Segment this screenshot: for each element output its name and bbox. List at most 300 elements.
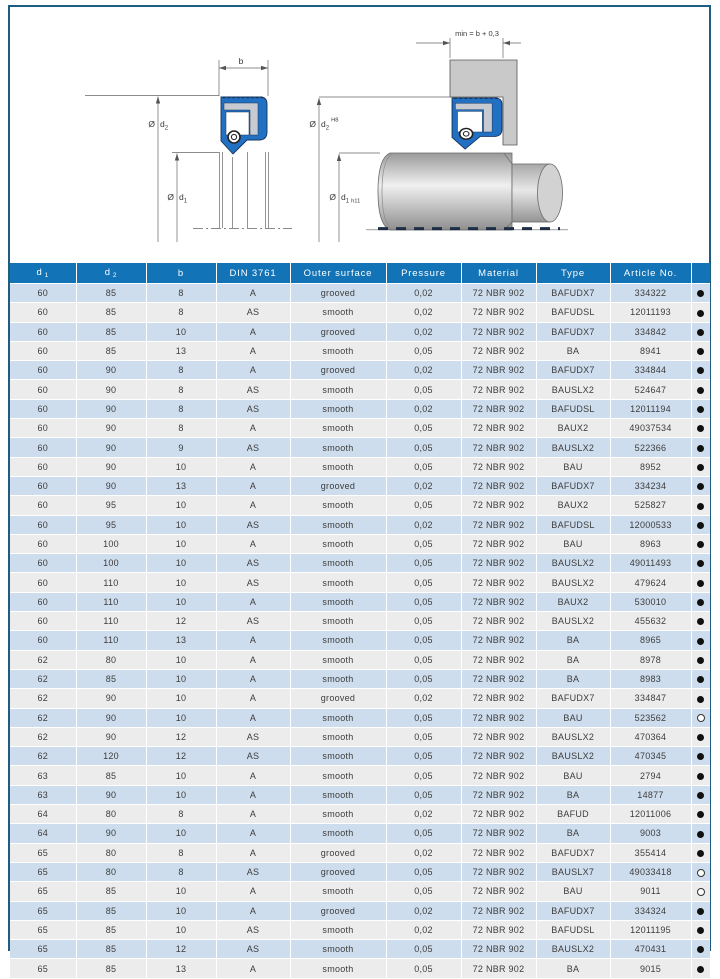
availability-cell bbox=[691, 534, 710, 553]
table-cell: 10 bbox=[146, 573, 216, 592]
table-cell: AS bbox=[216, 554, 290, 573]
table-cell: smooth bbox=[290, 554, 386, 573]
table-cell: 90 bbox=[76, 824, 146, 843]
table-cell: BAU bbox=[536, 534, 610, 553]
table-row bbox=[10, 689, 710, 708]
table-cell: 72 NBR 902 bbox=[461, 341, 536, 360]
table-cell: 0,02 bbox=[386, 689, 461, 708]
table-cell: 10 bbox=[146, 650, 216, 669]
table-cell: 8965 bbox=[610, 631, 691, 650]
table-row bbox=[10, 534, 710, 553]
table-row bbox=[10, 650, 710, 669]
table-cell: 72 NBR 902 bbox=[461, 592, 536, 611]
table-cell: 8 bbox=[146, 843, 216, 862]
table-cell: smooth bbox=[290, 940, 386, 959]
table-cell: 10 bbox=[146, 766, 216, 785]
table-row bbox=[10, 669, 710, 688]
table-cell: 0,05 bbox=[386, 554, 461, 573]
table-cell: 522366 bbox=[610, 438, 691, 457]
table-cell: smooth bbox=[290, 920, 386, 939]
column-header: b bbox=[146, 263, 216, 284]
table-cell: smooth bbox=[290, 669, 386, 688]
table-cell: BA bbox=[536, 341, 610, 360]
table-cell: 8 bbox=[146, 419, 216, 438]
table-cell: 0,05 bbox=[386, 612, 461, 631]
table-cell: 60 bbox=[10, 399, 76, 418]
table-cell: 14877 bbox=[610, 785, 691, 804]
column-header: Article No. bbox=[610, 263, 691, 284]
table-cell: BA bbox=[536, 631, 610, 650]
table-row bbox=[10, 862, 710, 881]
table-cell: AS bbox=[216, 747, 290, 766]
table-row bbox=[10, 882, 710, 901]
table-row bbox=[10, 361, 710, 380]
availability-cell bbox=[691, 669, 710, 688]
table-cell: smooth bbox=[290, 592, 386, 611]
column-header: Material bbox=[461, 263, 536, 284]
table-cell: 90 bbox=[76, 419, 146, 438]
availability-cell bbox=[691, 805, 710, 824]
availability-cell bbox=[691, 689, 710, 708]
availability-cell bbox=[691, 940, 710, 959]
table-cell: 110 bbox=[76, 631, 146, 650]
table-cell: smooth bbox=[290, 631, 386, 650]
availability-cell bbox=[691, 708, 710, 727]
column-header: DIN 3761 bbox=[216, 263, 290, 284]
table-cell: 0,02 bbox=[386, 901, 461, 920]
table-cell: 60 bbox=[10, 380, 76, 399]
table-cell: 72 NBR 902 bbox=[461, 457, 536, 476]
table-cell: 12011195 bbox=[610, 920, 691, 939]
table-cell: 8 bbox=[146, 361, 216, 380]
table-cell: A bbox=[216, 959, 290, 978]
table-cell: 72 NBR 902 bbox=[461, 727, 536, 746]
table-cell: 8941 bbox=[610, 341, 691, 360]
table-cell: 12 bbox=[146, 747, 216, 766]
filled-circle-icon bbox=[697, 425, 704, 432]
table-cell: 334234 bbox=[610, 476, 691, 495]
table-cell: 0,05 bbox=[386, 727, 461, 746]
table-cell: A bbox=[216, 457, 290, 476]
table-row bbox=[10, 920, 710, 939]
table-cell: 334842 bbox=[610, 322, 691, 341]
table-cell: 72 NBR 902 bbox=[461, 399, 536, 418]
table-cell: 60 bbox=[10, 592, 76, 611]
table-cell: 65 bbox=[10, 940, 76, 959]
table-cell: 85 bbox=[76, 940, 146, 959]
table-cell: smooth bbox=[290, 805, 386, 824]
table-cell: 0,05 bbox=[386, 457, 461, 476]
table-cell: BAFUDX7 bbox=[536, 689, 610, 708]
table-cell: 0,05 bbox=[386, 380, 461, 399]
table-cell: BAUSLX2 bbox=[536, 573, 610, 592]
table-cell: 72 NBR 902 bbox=[461, 612, 536, 631]
table-row bbox=[10, 612, 710, 631]
column-header: Type bbox=[536, 263, 610, 284]
availability-cell bbox=[691, 785, 710, 804]
table-cell: 72 NBR 902 bbox=[461, 785, 536, 804]
table-cell: smooth bbox=[290, 341, 386, 360]
table-cell: 62 bbox=[10, 747, 76, 766]
table-row bbox=[10, 901, 710, 920]
table-cell: 470364 bbox=[610, 727, 691, 746]
table-row bbox=[10, 554, 710, 573]
table-row bbox=[10, 747, 710, 766]
table-cell: smooth bbox=[290, 399, 386, 418]
table-cell: BAFUDSL bbox=[536, 303, 610, 322]
table-cell: 8 bbox=[146, 399, 216, 418]
table-row bbox=[10, 438, 710, 457]
technical-drawing bbox=[75, 22, 585, 250]
table-cell: grooved bbox=[290, 284, 386, 303]
table-cell: 0,05 bbox=[386, 785, 461, 804]
shaft bbox=[378, 153, 563, 230]
table-cell: AS bbox=[216, 573, 290, 592]
filled-circle-icon bbox=[697, 522, 704, 529]
table-cell: 85 bbox=[76, 322, 146, 341]
table-cell: A bbox=[216, 476, 290, 495]
filled-circle-icon bbox=[697, 580, 704, 587]
table-cell: 0,05 bbox=[386, 650, 461, 669]
table-cell: 85 bbox=[76, 901, 146, 920]
table-cell: 60 bbox=[10, 631, 76, 650]
table-cell: 0,02 bbox=[386, 843, 461, 862]
table-cell: 0,05 bbox=[386, 882, 461, 901]
table-cell: 72 NBR 902 bbox=[461, 901, 536, 920]
table-cell: smooth bbox=[290, 515, 386, 534]
table-cell: 120 bbox=[76, 747, 146, 766]
table-cell: A bbox=[216, 669, 290, 688]
table-cell: 12000533 bbox=[610, 515, 691, 534]
table-cell: 65 bbox=[10, 843, 76, 862]
table-cell: 0,02 bbox=[386, 361, 461, 380]
table-cell: 455632 bbox=[610, 612, 691, 631]
availability-cell bbox=[691, 592, 710, 611]
table-cell: BAUX2 bbox=[536, 592, 610, 611]
table-cell: 80 bbox=[76, 862, 146, 881]
table-cell: 60 bbox=[10, 457, 76, 476]
table-cell: 8 bbox=[146, 284, 216, 303]
availability-cell bbox=[691, 457, 710, 476]
table-row bbox=[10, 766, 710, 785]
table-cell: 72 NBR 902 bbox=[461, 882, 536, 901]
filled-circle-icon bbox=[697, 464, 704, 471]
table-cell: A bbox=[216, 708, 290, 727]
table-cell: smooth bbox=[290, 708, 386, 727]
table-cell: 10 bbox=[146, 920, 216, 939]
table-cell: 0,05 bbox=[386, 419, 461, 438]
availability-cell bbox=[691, 322, 710, 341]
table-cell: 72 NBR 902 bbox=[461, 631, 536, 650]
table-cell: 10 bbox=[146, 824, 216, 843]
table-cell: 0,05 bbox=[386, 824, 461, 843]
table-cell: 72 NBR 902 bbox=[461, 515, 536, 534]
table-row bbox=[10, 457, 710, 476]
table-cell: BAFUDX7 bbox=[536, 843, 610, 862]
column-header: d $_1$ bbox=[10, 263, 76, 284]
table-cell: A bbox=[216, 785, 290, 804]
table-cell: 100 bbox=[76, 554, 146, 573]
availability-cell bbox=[691, 843, 710, 862]
table-cell: 334322 bbox=[610, 284, 691, 303]
table-row bbox=[10, 284, 710, 303]
filled-circle-icon bbox=[697, 657, 704, 664]
table-cell: 10 bbox=[146, 708, 216, 727]
table-cell: 10 bbox=[146, 534, 216, 553]
table-cell: BAFUDX7 bbox=[536, 901, 610, 920]
table-cell: 479624 bbox=[610, 573, 691, 592]
table-cell: BAU bbox=[536, 882, 610, 901]
availability-cell bbox=[691, 380, 710, 399]
table-cell: 49011493 bbox=[610, 554, 691, 573]
table-cell: 65 bbox=[10, 959, 76, 978]
availability-cell bbox=[691, 476, 710, 495]
table-cell: 62 bbox=[10, 669, 76, 688]
table-cell: 10 bbox=[146, 322, 216, 341]
availability-cell bbox=[691, 341, 710, 360]
table-cell: AS bbox=[216, 940, 290, 959]
table-cell: 0,02 bbox=[386, 303, 461, 322]
table-cell: 60 bbox=[10, 322, 76, 341]
table-cell: 13 bbox=[146, 341, 216, 360]
table-cell: 0,02 bbox=[386, 284, 461, 303]
table-row bbox=[10, 592, 710, 611]
table-cell: 72 NBR 902 bbox=[461, 805, 536, 824]
table-cell: 72 NBR 902 bbox=[461, 554, 536, 573]
table-cell: smooth bbox=[290, 766, 386, 785]
filled-circle-icon bbox=[697, 831, 704, 838]
table-cell: 12011194 bbox=[610, 399, 691, 418]
availability-cell bbox=[691, 901, 710, 920]
column-header bbox=[691, 263, 710, 284]
table-cell: smooth bbox=[290, 380, 386, 399]
table-cell: 8 bbox=[146, 303, 216, 322]
table-cell: BA bbox=[536, 669, 610, 688]
table-cell: 85 bbox=[76, 920, 146, 939]
table-cell: 72 NBR 902 bbox=[461, 689, 536, 708]
filled-circle-icon bbox=[697, 483, 704, 490]
filled-circle-icon bbox=[697, 811, 704, 818]
table-cell: 8963 bbox=[610, 534, 691, 553]
table-cell: 10 bbox=[146, 901, 216, 920]
table-row bbox=[10, 727, 710, 746]
table-cell: 72 NBR 902 bbox=[461, 534, 536, 553]
table-cell: 334847 bbox=[610, 689, 691, 708]
table-cell: 60 bbox=[10, 419, 76, 438]
table-cell: 80 bbox=[76, 650, 146, 669]
table-cell: BAUX2 bbox=[536, 419, 610, 438]
table-cell: 80 bbox=[76, 843, 146, 862]
filled-circle-icon bbox=[697, 387, 704, 394]
filled-circle-icon bbox=[697, 676, 704, 683]
table-cell: BAU bbox=[536, 457, 610, 476]
table-cell: 12 bbox=[146, 940, 216, 959]
table-cell: 90 bbox=[76, 708, 146, 727]
table-cell: 0,05 bbox=[386, 862, 461, 881]
table-cell: 90 bbox=[76, 399, 146, 418]
availability-cell bbox=[691, 824, 710, 843]
table-cell: 0,05 bbox=[386, 669, 461, 688]
table-cell: 60 bbox=[10, 284, 76, 303]
table-cell: 60 bbox=[10, 554, 76, 573]
table-cell: 90 bbox=[76, 727, 146, 746]
filled-circle-icon bbox=[697, 792, 704, 799]
table-cell: BAU bbox=[536, 766, 610, 785]
table-cell: 62 bbox=[10, 650, 76, 669]
filled-circle-icon bbox=[697, 966, 704, 973]
table-cell: 90 bbox=[76, 689, 146, 708]
availability-cell bbox=[691, 631, 710, 650]
filled-circle-icon bbox=[697, 541, 704, 548]
availability-cell bbox=[691, 361, 710, 380]
table-cell: smooth bbox=[290, 650, 386, 669]
availability-cell bbox=[691, 959, 710, 978]
table-cell: 100 bbox=[76, 534, 146, 553]
availability-cell bbox=[691, 554, 710, 573]
table-cell: BAUSLX2 bbox=[536, 554, 610, 573]
table-cell: 0,02 bbox=[386, 322, 461, 341]
filled-circle-icon bbox=[697, 367, 704, 374]
table-cell: 85 bbox=[76, 284, 146, 303]
table-cell: 9 bbox=[146, 438, 216, 457]
open-circle-icon bbox=[697, 869, 705, 877]
table-cell: smooth bbox=[290, 959, 386, 978]
table-cell: A bbox=[216, 650, 290, 669]
table-row bbox=[10, 805, 710, 824]
table-cell: 60 bbox=[10, 496, 76, 515]
filled-circle-icon bbox=[697, 503, 704, 510]
table-cell: smooth bbox=[290, 727, 386, 746]
table-cell: 13 bbox=[146, 959, 216, 978]
table-cell: 0,05 bbox=[386, 747, 461, 766]
table-cell: 110 bbox=[76, 573, 146, 592]
table-cell: 64 bbox=[10, 805, 76, 824]
table-cell: BAUSLX2 bbox=[536, 747, 610, 766]
table-cell: 60 bbox=[10, 476, 76, 495]
table-cell: AS bbox=[216, 515, 290, 534]
availability-cell bbox=[691, 727, 710, 746]
table-row bbox=[10, 959, 710, 978]
table-cell: grooved bbox=[290, 862, 386, 881]
table-cell: 72 NBR 902 bbox=[461, 959, 536, 978]
table-row bbox=[10, 303, 710, 322]
table-cell: smooth bbox=[290, 534, 386, 553]
table-cell: 0,05 bbox=[386, 573, 461, 592]
table-cell: AS bbox=[216, 612, 290, 631]
table-cell: AS bbox=[216, 399, 290, 418]
table-row bbox=[10, 824, 710, 843]
table-cell: 12011006 bbox=[610, 805, 691, 824]
table-cell: AS bbox=[216, 920, 290, 939]
table-cell: 0,02 bbox=[386, 399, 461, 418]
table-cell: 60 bbox=[10, 573, 76, 592]
table-cell: 64 bbox=[10, 824, 76, 843]
table-cell: BAUSLX2 bbox=[536, 380, 610, 399]
table-cell: A bbox=[216, 341, 290, 360]
table-cell: 65 bbox=[10, 920, 76, 939]
table-cell: 110 bbox=[76, 612, 146, 631]
table-cell: A bbox=[216, 805, 290, 824]
table-cell: 0,05 bbox=[386, 438, 461, 457]
table-cell: 72 NBR 902 bbox=[461, 361, 536, 380]
table-cell: 0,05 bbox=[386, 708, 461, 727]
table-cell: 85 bbox=[76, 303, 146, 322]
d1-label: $d_1$ bbox=[179, 192, 188, 205]
table-cell: 72 NBR 902 bbox=[461, 747, 536, 766]
table-cell: grooved bbox=[290, 361, 386, 380]
filled-circle-icon bbox=[697, 753, 704, 760]
filled-circle-icon bbox=[697, 560, 704, 567]
table-cell: 85 bbox=[76, 959, 146, 978]
table-row bbox=[10, 322, 710, 341]
table-cell: 90 bbox=[76, 476, 146, 495]
table-cell: A bbox=[216, 882, 290, 901]
table-cell: 8978 bbox=[610, 650, 691, 669]
filled-circle-icon bbox=[697, 696, 704, 703]
table-cell: 13 bbox=[146, 476, 216, 495]
table-cell: 355414 bbox=[610, 843, 691, 862]
table-cell: 8 bbox=[146, 380, 216, 399]
filled-circle-icon bbox=[697, 946, 704, 953]
table-cell: BAU bbox=[536, 708, 610, 727]
table-cell: 334324 bbox=[610, 901, 691, 920]
table-cell: 0,05 bbox=[386, 341, 461, 360]
table-cell: BA bbox=[536, 785, 610, 804]
table-cell: 10 bbox=[146, 515, 216, 534]
table-cell: 8 bbox=[146, 862, 216, 881]
availability-cell bbox=[691, 747, 710, 766]
filled-circle-icon bbox=[697, 599, 704, 606]
table-cell: 95 bbox=[76, 496, 146, 515]
table-cell: grooved bbox=[290, 689, 386, 708]
table-cell: BAFUDSL bbox=[536, 920, 610, 939]
filled-circle-icon bbox=[697, 850, 704, 857]
table-cell: 72 NBR 902 bbox=[461, 573, 536, 592]
table-cell: BAUSLX2 bbox=[536, 727, 610, 746]
table-row bbox=[10, 785, 710, 804]
table-cell: 65 bbox=[10, 862, 76, 881]
table-cell: 60 bbox=[10, 341, 76, 360]
table-cell: 60 bbox=[10, 612, 76, 631]
table-cell: 10 bbox=[146, 457, 216, 476]
availability-cell bbox=[691, 920, 710, 939]
availability-cell bbox=[691, 766, 710, 785]
table-cell: A bbox=[216, 766, 290, 785]
table-cell: 0,05 bbox=[386, 940, 461, 959]
availability-cell bbox=[691, 419, 710, 438]
table-cell: 72 NBR 902 bbox=[461, 766, 536, 785]
table-cell: 470431 bbox=[610, 940, 691, 959]
table-cell: smooth bbox=[290, 303, 386, 322]
table-cell: BAUSLX2 bbox=[536, 612, 610, 631]
table-cell: 0,05 bbox=[386, 496, 461, 515]
table-cell: 10 bbox=[146, 496, 216, 515]
table-cell: 72 NBR 902 bbox=[461, 920, 536, 939]
table-cell: 12 bbox=[146, 727, 216, 746]
table-cell: 95 bbox=[76, 515, 146, 534]
table-cell: 49037534 bbox=[610, 419, 691, 438]
table-cell: BAUSLX2 bbox=[536, 438, 610, 457]
table-cell: 72 NBR 902 bbox=[461, 940, 536, 959]
table-cell: 10 bbox=[146, 882, 216, 901]
table-cell: 72 NBR 902 bbox=[461, 843, 536, 862]
table-cell: 72 NBR 902 bbox=[461, 476, 536, 495]
filled-circle-icon bbox=[697, 290, 704, 297]
table-cell: BAFUD bbox=[536, 805, 610, 824]
table-cell: 60 bbox=[10, 303, 76, 322]
svg-text:Ø: Ø bbox=[329, 192, 336, 202]
table-cell: 0,02 bbox=[386, 805, 461, 824]
